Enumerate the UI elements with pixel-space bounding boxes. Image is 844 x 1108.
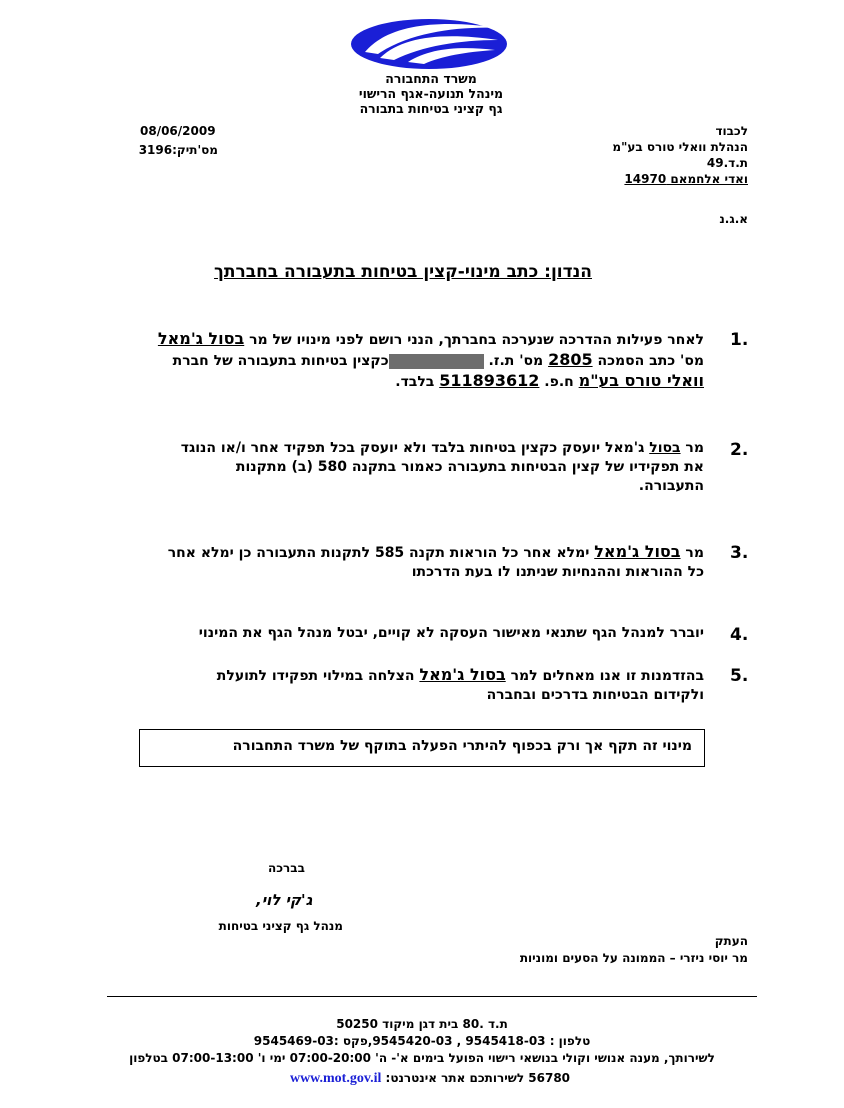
company-name: וואלי טורס בע"מ <box>578 371 704 390</box>
item-number-3: 3. <box>730 543 749 563</box>
validity-note-box <box>139 729 705 767</box>
footer-web <box>260 1070 600 1087</box>
copy-recipient: מר יוסי ניזרי – הממונה על הסעים ומוניות <box>519 951 748 965</box>
list-item-5: בהזדמנות זו אנו מאחלים למר בסול ג'מאל הצלחה במילוי תפקידו לתועלת ולקידום הבטיחות בדרכים ובחברה <box>216 665 704 703</box>
subject-line: הנדון: כתב מינוי-קצין בטיחות בתעבורה בחברתך <box>214 262 592 282</box>
list-item-2: מר בסול ג'מאל יועסק כקצין בטיחות בלבד ולא יועסק בכל תפקיד אחר ו/או הנוגד את תפקידיו של קצין הבטיחות בתעבורה כאמור בתקנה 580 (ב) מתקנות התעבורה. <box>180 440 704 494</box>
footer-divider <box>107 996 757 997</box>
to-label: לכבוד <box>715 124 748 138</box>
item-number-2: 2. <box>730 440 749 460</box>
ministry-logo <box>350 18 508 70</box>
list-item-4: יוברר למנהל הגף שתנאי מאישור העסקה לא קויים, יבטל מנהל הגף את המינוי <box>198 625 704 641</box>
unit-name: גף קציני בטיחות בתבורה <box>359 101 503 116</box>
copy-label: העתק <box>714 934 748 948</box>
department-name: מינהל תנועה-אגף הרישוי <box>358 86 504 101</box>
item-number-5: 5. <box>730 666 749 686</box>
file-number: מס'תיק:3196 <box>138 143 218 157</box>
signer-name: ג'קי לוי, <box>256 891 313 909</box>
signer-title: מנהל גף קציני בטיחות <box>218 919 343 933</box>
footer-web-label: 56780 לשירותכם אתר אינטרנט: <box>385 1071 571 1085</box>
footer-address: ת.ד .80 בית דגן מיקוד 50250 <box>336 1017 508 1031</box>
recipient-name: הנהלת וואלי טורס בע"מ <box>612 140 748 154</box>
footer-service-hours: לשירותך, מענה אנושי וקולי בנושאי רישוי הפועל בימים א'- ה' 07:00-20:00 ימי ו' 07:00-13:00 בטלפון <box>129 1051 715 1065</box>
recipient-po-box: ת.ד.49 <box>706 156 748 170</box>
validity-note: מינוי זה תקף אך ורק בכפוף להיתרי הפעלה בתוקף של משרד התחבורה <box>232 738 692 754</box>
item-number-4: 4. <box>730 625 749 645</box>
list-item-1: לאחר פעילות ההדרכה שנערכה בחברתך, הנני רושם לפני מינויו של מר בסול ג'מאל מס' כתב הסמכה 2805 מס' ת.ז. כקצין בטיחות בתעבורה של חברת וואלי טורס בע"מ ח.פ. 511893612 בלבד. <box>157 329 704 390</box>
closing: בברכה <box>268 861 305 875</box>
ministry-name: משרד התחבורה <box>385 71 477 86</box>
letter-date: 08/06/2009 <box>140 124 216 138</box>
recipient-address: ואדי אלחמאם 14970 <box>624 172 748 186</box>
footer-phones: טלפון : 9545418-03 , 9545420-03,פקס :9545469-03 <box>253 1034 591 1048</box>
website-link[interactable]: www.mot.gov.il <box>289 1071 382 1086</box>
certificate-number: 2805 <box>548 350 593 369</box>
greeting: א.ג.נ <box>719 212 748 226</box>
list-item-3: מר בסול ג'מאל ימלא אחר כל הוראות תקנה 585 לתקנות התעבורה כן ימלא אחר כל ההוראות וההנחיות שניתנו לו בעת הדרכתו <box>167 542 704 580</box>
item-number-1: 1. <box>730 330 749 350</box>
redacted-id <box>389 354 484 369</box>
appointee-name: בסול ג'מאל <box>157 329 245 348</box>
company-registration: 511893612 <box>439 371 540 390</box>
